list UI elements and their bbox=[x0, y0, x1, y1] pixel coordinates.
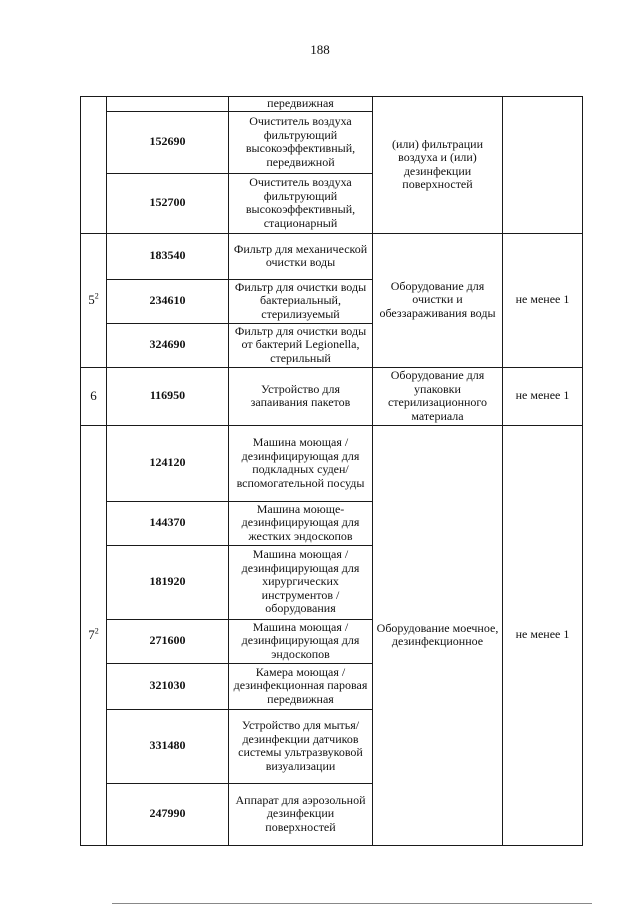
code-cell: 183540 bbox=[107, 233, 229, 279]
code-cell: 152700 bbox=[107, 173, 229, 233]
table-row bbox=[81, 97, 583, 112]
quantity-cell bbox=[503, 97, 583, 234]
code-cell: 116950 bbox=[107, 367, 229, 425]
name-cell: Фильтр для очистки воды бактериальный, стерилизуемый bbox=[229, 279, 373, 323]
code-cell: 324690 bbox=[107, 323, 229, 367]
category-cell: Оборудование для очистки и обеззараживания воды bbox=[373, 233, 503, 367]
code-cell: 247990 bbox=[107, 783, 229, 845]
name-cell: Аппарат для аэрозольной дезинфекции поверхностей bbox=[229, 783, 373, 845]
name-cell: Устройство для мытья/дезинфекции датчиков системы ультразвуковой визуализации bbox=[229, 709, 373, 783]
name-cell: Машина моющая /дезинфицирующая для подкладных суден/вспомогательной посуды bbox=[229, 425, 373, 501]
code-cell: 321030 bbox=[107, 663, 229, 709]
table-row bbox=[81, 367, 583, 425]
name-cell: Очиститель воздуха фильтрующий высокоэффективный, передвижной bbox=[229, 111, 373, 173]
code-cell: 124120 bbox=[107, 425, 229, 501]
name-cell: передвижная bbox=[229, 97, 373, 112]
code-cell: 144370 bbox=[107, 501, 229, 545]
name-cell: Устройство для запаивания пакетов bbox=[229, 367, 373, 425]
name-cell: Очиститель воздуха фильтрующий высокоэффективный, стационарный bbox=[229, 173, 373, 233]
category-cell: (или) фильтрации воздуха и (или) дезинфекции поверхностей bbox=[373, 97, 503, 234]
name-cell: Машина моющая /дезинфицирующая для эндоскопов bbox=[229, 619, 373, 663]
scan-edge-line bbox=[112, 903, 592, 904]
category-cell: Оборудование для упаковки стерилизационного материала bbox=[373, 367, 503, 425]
code-cell bbox=[107, 97, 229, 112]
name-cell: Камера моющая /дезинфекционная паровая передвижная bbox=[229, 663, 373, 709]
quantity-cell: не менее 1 bbox=[503, 233, 583, 367]
code-cell: 152690 bbox=[107, 111, 229, 173]
code-cell: 271600 bbox=[107, 619, 229, 663]
quantity-cell: не менее 1 bbox=[503, 425, 583, 845]
name-cell: Фильтр для механической очистки воды bbox=[229, 233, 373, 279]
name-cell: Фильтр для очистки воды от бактерий Legionella, стерильный bbox=[229, 323, 373, 367]
code-cell: 331480 bbox=[107, 709, 229, 783]
code-cell: 234610 bbox=[107, 279, 229, 323]
name-cell: Машина моюще-дезинфицирующая для жестких эндоскопов bbox=[229, 501, 373, 545]
table-row bbox=[81, 425, 583, 501]
quantity-cell: не менее 1 bbox=[503, 367, 583, 425]
row-number-cell: $7^2$ bbox=[81, 425, 107, 845]
code-cell: 181920 bbox=[107, 545, 229, 619]
table-row bbox=[81, 233, 583, 279]
category-cell: Оборудование моечное, дезинфекционное bbox=[373, 425, 503, 845]
row-number-cell bbox=[81, 97, 107, 234]
name-cell: Машина моющая /дезинфицирующая для хирургических инструментов /оборудования bbox=[229, 545, 373, 619]
equipment-table bbox=[80, 96, 583, 846]
page-number: 188 bbox=[310, 42, 330, 57]
row-number-cell: $5^2$ bbox=[81, 233, 107, 367]
row-number-cell: 6 bbox=[81, 367, 107, 425]
